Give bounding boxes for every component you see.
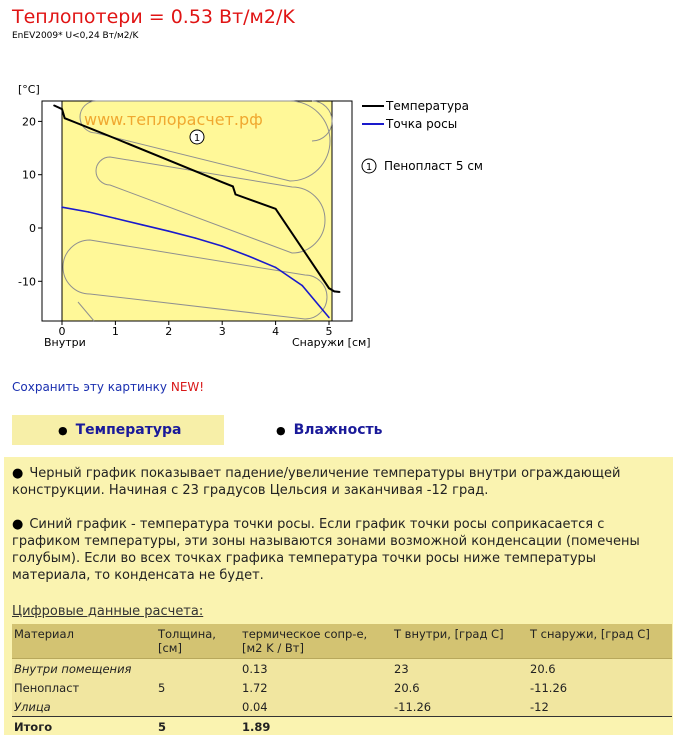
cell-resistance: 0.04 [240,697,392,717]
results-header-row [12,624,672,659]
x-axis-label-inside: Внутри [44,336,86,349]
temperature-point [61,108,63,110]
save-image-row [12,380,204,394]
cell-t-outside: -12 [528,697,672,717]
watermark: www.теплорасчет.рф [84,110,263,129]
total-t-outside [528,717,672,736]
temperature-point [115,138,117,140]
cell-material: Пенопласт [12,678,156,697]
layer-marker [190,130,204,144]
y-tick-label: -10 [18,275,36,288]
results-table [12,624,672,736]
dewpoint-point [248,255,250,257]
tab-bar [12,415,412,445]
temperature-point [221,181,223,183]
dewpoint-point [275,267,277,269]
total-t-inside [392,717,528,736]
table-row [12,659,672,679]
header-resistance: термическое сопр-е, [м2 K / Вт] [240,624,392,659]
x-tick-label: 3 [219,325,226,338]
table-row [12,678,672,697]
layer-marker-number: 1 [194,133,200,144]
dewpoint-point [88,211,90,213]
temperature-point [328,287,330,289]
chart-legend [362,99,483,173]
cell-t-inside: 20.6 [392,678,528,697]
x-tick-label: 1 [112,325,119,338]
dewpoint-point [302,285,304,287]
x-tick-label: 2 [165,325,172,338]
bullet-icon: ● [276,424,286,437]
temperature-point [339,291,341,293]
y-axis-label: [°C] [18,83,40,96]
temperature-point [334,291,336,293]
cell-material: Улица [12,697,156,717]
legend-layer-number: 1 [366,162,372,173]
x-tick-label: 4 [272,325,279,338]
temperature-point [235,194,237,196]
cell-resistance: 0.13 [240,659,392,679]
y-tick-label: 0 [29,222,36,235]
header-t-inside: T внутри, [град C] [392,624,528,659]
x-tick-label: 0 [59,325,66,338]
tab-humidity-label: Влажность [294,422,383,438]
tab-temperature-label: Температура [76,422,182,438]
legend-label-temperature: Температура [385,99,469,113]
cell-t-outside: 20.6 [528,659,672,679]
cell-t-outside: -11.26 [528,678,672,697]
temperature-point [53,105,55,107]
legend-label-dewpoint: Точка росы [385,117,457,131]
info-paragraph-dewpoint [12,516,662,584]
total-label: Итого [12,717,156,736]
temperature-point [232,186,234,188]
cell-thickness [156,659,240,679]
dewpoint-point [195,237,197,239]
bullet-icon: ● [58,424,68,437]
info-text-temperature: Черный график показывает падение/увеличение температуры внутри ограждающей конструкции. Начиная с 23 градусов Цельсия и заканчивая -12 град. [12,466,620,498]
legend-layer-name: Пенопласт 5 см [384,159,483,173]
total-row [12,717,672,736]
total-thickness: 5 [156,717,240,736]
temperature-point [64,117,66,119]
x-tick-label: 5 [326,325,333,338]
bullet-icon: ● [12,466,23,481]
y-tick-label: 20 [22,115,36,128]
temperature-point [168,160,170,162]
header-thickness: Толщина, [см] [156,624,240,659]
dewpoint-point [141,224,143,226]
y-tick-label: 10 [22,169,36,182]
total-resistance: 1.89 [240,717,392,736]
standard-note: EnEV2009* U<0,24 Вт/м2/K [12,31,138,41]
y-axis [18,115,42,288]
header-material: Материал [12,624,156,659]
temperature-point [77,123,79,125]
dewpoint-point [328,317,330,319]
table-row [12,697,672,717]
cell-t-inside: 23 [392,659,528,679]
bullet-icon: ● [12,517,23,532]
tab-humidity[interactable] [268,415,418,445]
info-text-dewpoint: Синий график - температура точки росы. Если график точки росы соприкасается с графиком температуры, эти зоны называются зонами возможной конденсации (помечены голубым). Если во всех точках графика температура точки росы ниже температуры материала, то конденсата не будет. [12,517,640,583]
save-image-link[interactable]: Сохранить эту картинку [12,380,167,394]
info-panel [4,457,673,735]
results-title: Цифровые данные расчета: [12,604,203,619]
cell-thickness [156,697,240,717]
dewpoint-point [61,206,63,208]
cell-t-inside: -11.26 [392,697,528,717]
dewpoint-point [221,245,223,247]
cell-resistance: 1.72 [240,678,392,697]
page-title: Теплопотери = 0.53 Вт/м2/K [12,6,295,28]
dewpoint-point [115,218,117,220]
dewpoint-point [168,230,170,232]
x-axis-label-outside: Снаружи [см] [292,336,371,349]
tab-temperature[interactable] [12,415,224,445]
info-paragraph-temperature [12,465,662,499]
new-badge: NEW! [171,380,204,394]
cell-thickness: 5 [156,678,240,697]
header-t-outside: T снаружи, [град C] [528,624,672,659]
temperature-point [275,208,277,210]
cell-material: Внутри помещения [12,659,156,679]
